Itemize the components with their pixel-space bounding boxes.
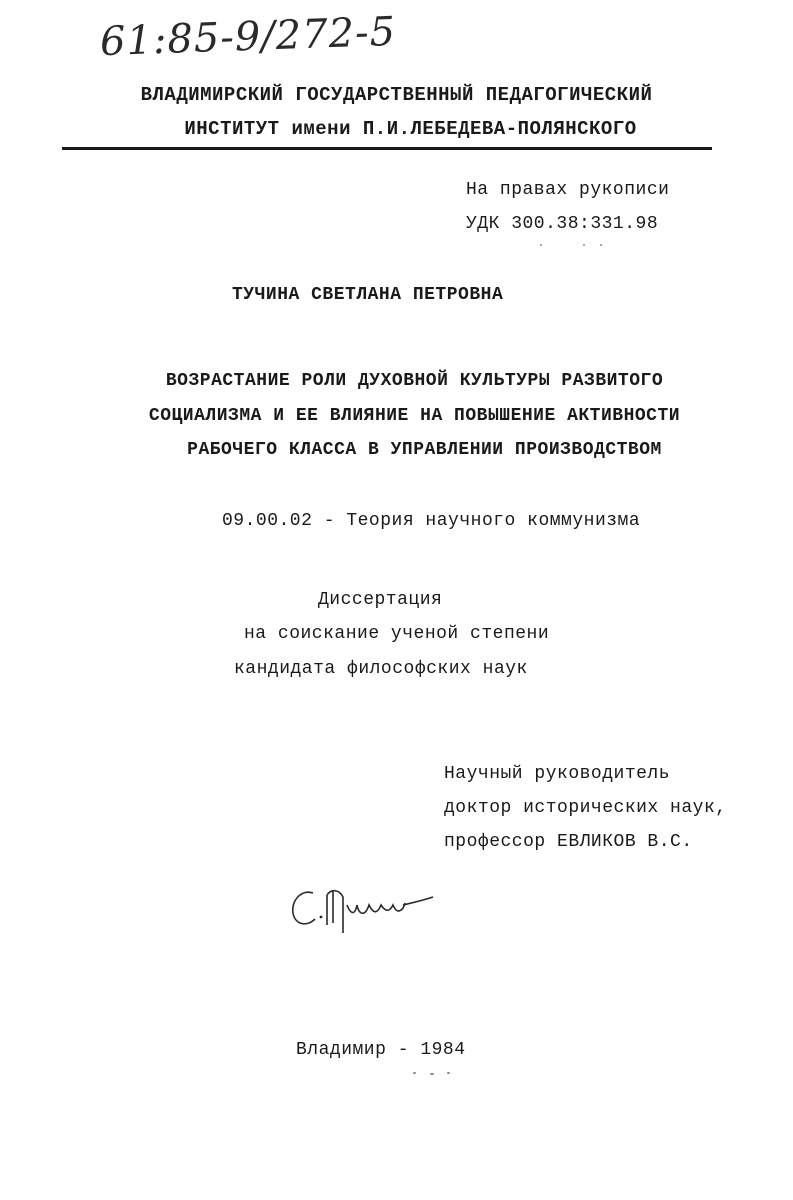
institution-line-1: ВЛАДИМИРСКИЙ ГОСУДАРСТВЕННЫЙ ПЕДАГОГИЧЕСКИЙ <box>140 84 653 106</box>
header-divider <box>62 147 712 150</box>
author-name: ТУЧИНА СВЕТЛАНА ПЕТРОВНА <box>232 285 504 305</box>
degree-line-3: кандидата философских наук <box>234 659 528 679</box>
degree-line-2: на соискание ученой степени <box>244 624 550 644</box>
thesis-title-line-2: СОЦИАЛИЗМА И ЕЕ ВЛИЯНИЕ НА ПОВЫШЕНИЕ АКТИВНОСТИ <box>148 406 681 426</box>
rights-manuscript: На правах рукописи <box>466 180 670 200</box>
institution-line-2: ИНСТИТУТ имени П.И.ЛЕБЕДЕВА-ПОЛЯНСКОГО <box>184 118 637 140</box>
author-signature <box>285 875 435 945</box>
place-and-year: Владимир - 1984 <box>296 1040 466 1060</box>
scan-speck <box>600 244 602 246</box>
scan-speck <box>540 244 542 246</box>
scan-speck <box>413 1072 416 1074</box>
archive-code: 61:85-9/272-5 <box>99 8 397 66</box>
thesis-title-line-3: РАБОЧЕГО КЛАССА В УПРАВЛЕНИИ ПРОИЗВОДСТВОМ <box>187 440 662 460</box>
supervisor-role: Научный руководитель <box>444 764 671 784</box>
degree-line-1: Диссертация <box>318 590 443 610</box>
scan-speck <box>447 1072 450 1074</box>
scan-speck <box>430 1073 434 1075</box>
supervisor-name: профессор ЕВЛИКОВ В.С. <box>444 832 693 852</box>
specialty-code: 09.00.02 - Теория научного коммунизма <box>222 511 641 531</box>
thesis-title-line-1: ВОЗРАСТАНИЕ РОЛИ ДУХОВНОЙ КУЛЬТУРЫ РАЗВИТОГО <box>165 371 664 391</box>
scan-speck <box>583 244 585 246</box>
supervisor-degree: доктор исторических наук, <box>444 798 727 818</box>
udc-code: УДК 300.38:331.98 <box>466 214 659 234</box>
